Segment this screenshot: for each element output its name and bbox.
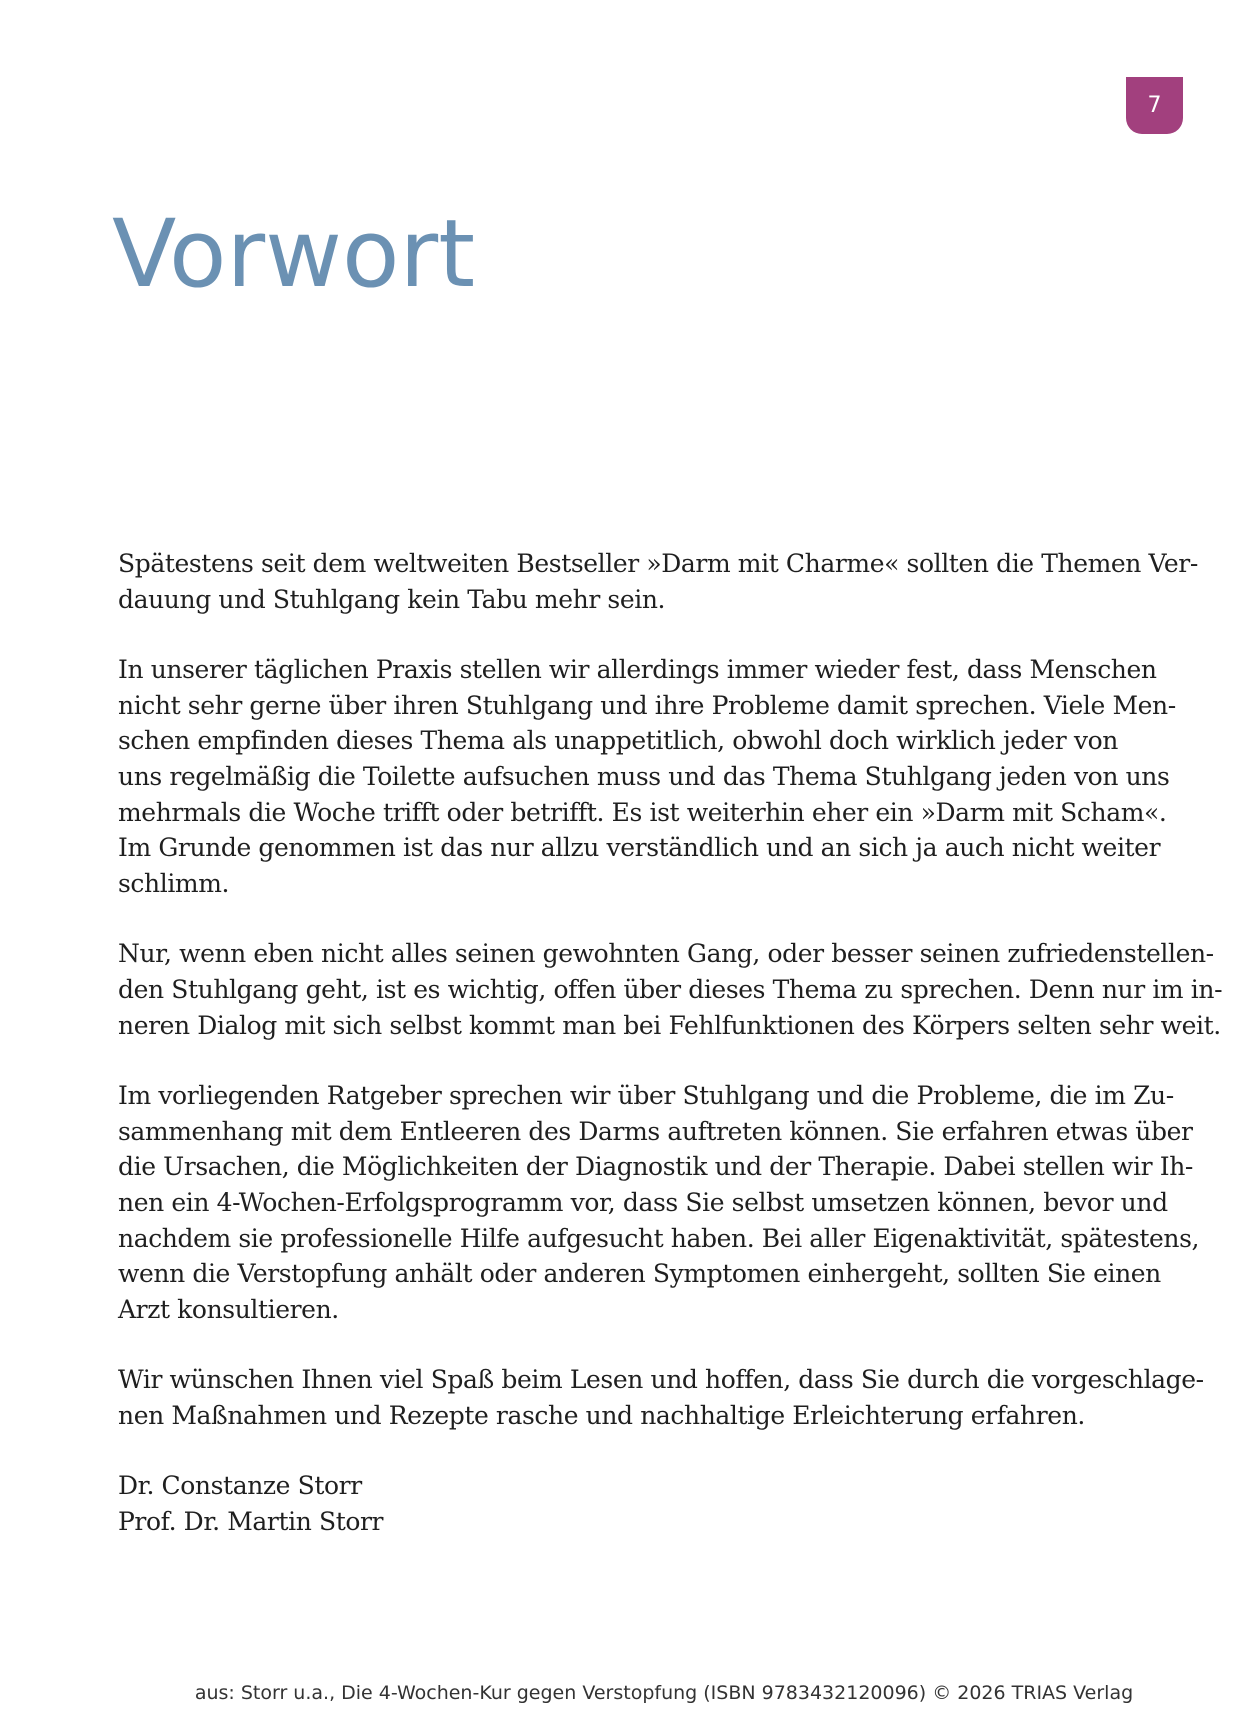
text-line: In unserer täglichen Praxis stellen wir allerdings immer wieder fest, dass Menschen — [118, 655, 1157, 685]
text-line: nachdem sie professionelle Hilfe aufgesucht haben. Bei aller Eigenaktivität, spätestens, — [118, 1223, 1200, 1253]
source-footer — [0, 1682, 1260, 1704]
text-line: Spätestens seit dem weltweiten Bestseller »Darm mit Charme« sollten die Themen Ver- — [118, 549, 1198, 578]
text-line: mehrmals die Woche trifft oder betrifft. Es ist weiterhin eher ein »Darm mit Scham«. — [118, 797, 1167, 827]
text-line: wenn die Verstopfung anhält oder anderen Symptomen einhergeht, sollten Sie einen — [118, 1259, 1161, 1289]
paragraph-4 — [118, 1078, 1200, 1327]
text-line: neren Dialog mit sich selbst kommt man bei Fehlfunktionen des Körpers selten sehr weit. — [118, 1010, 1221, 1040]
text-line: uns regelmäßig die Toilette aufsuchen muss und das Thema Stuhlgang jeden von uns — [118, 761, 1170, 791]
paragraph-3 — [118, 936, 1223, 1043]
text-line: den Stuhlgang geht, ist es wichtig, offen über dieses Thema zu sprechen. Denn nur im in- — [118, 974, 1223, 1004]
text-line: nicht sehr gerne über ihren Stuhlgang und ihre Probleme damit sprechen. Viele Men- — [118, 690, 1176, 720]
foreword-body — [118, 546, 1223, 1540]
text-line: schen empfinden dieses Thema als unappetitlich, obwohl doch wirklich jeder von — [118, 726, 1118, 756]
author-name: Prof. Dr. Martin Storr — [118, 1507, 384, 1537]
signature — [118, 1468, 1100, 1539]
text-line: schlimm. — [118, 868, 230, 898]
author-name: Dr. Constanze Storr — [118, 1471, 362, 1501]
text-line: dauung und Stuhlgang kein Tabu mehr sein. — [118, 584, 666, 614]
page-title: Vorwort — [112, 200, 476, 309]
text-line: sammenhang mit dem Entleeren des Darms auftreten können. Sie erfahren etwas über — [118, 1116, 1193, 1146]
text-line: Nur, wenn eben nicht alles seinen gewohnten Gang, oder besser seinen zufriedenstellen- — [118, 939, 1214, 969]
text-line: nen ein 4-Wochen-Erfolgsprogramm vor, dass Sie selbst umsetzen können, bevor und — [118, 1187, 1168, 1217]
text-line: Im vorliegenden Ratgeber sprechen wir über Stuhlgang und die Probleme, die im Zu- — [118, 1081, 1174, 1111]
text-line: die Ursachen, die Möglichkeiten der Diagnostik und der Therapie. Dabei stellen wir Ih- — [118, 1152, 1193, 1182]
footer-text: aus: Storr u.a., Die 4-Wochen-Kur gegen Verstopfung (ISBN 9783432120096) © 2026 TRIAS Verlag — [194, 1682, 1134, 1704]
text-line: Arzt konsultieren. — [118, 1294, 339, 1324]
page-number-badge: 7 — [1126, 77, 1183, 134]
text-line: nen Maßnahmen und Rezepte rasche und nachhaltige Erleichterung erfahren. — [118, 1400, 1085, 1430]
paragraph-2 — [118, 652, 1176, 901]
paragraph-5 — [118, 1362, 1204, 1433]
text-line: Im Grunde genommen ist das nur allzu verständlich und an sich ja auch nicht weiter — [118, 833, 1161, 863]
paragraph-1 — [118, 546, 1198, 617]
text-line: Wir wünschen Ihnen viel Spaß beim Lesen und hoffen, dass Sie durch die vorgeschlage- — [118, 1365, 1204, 1395]
